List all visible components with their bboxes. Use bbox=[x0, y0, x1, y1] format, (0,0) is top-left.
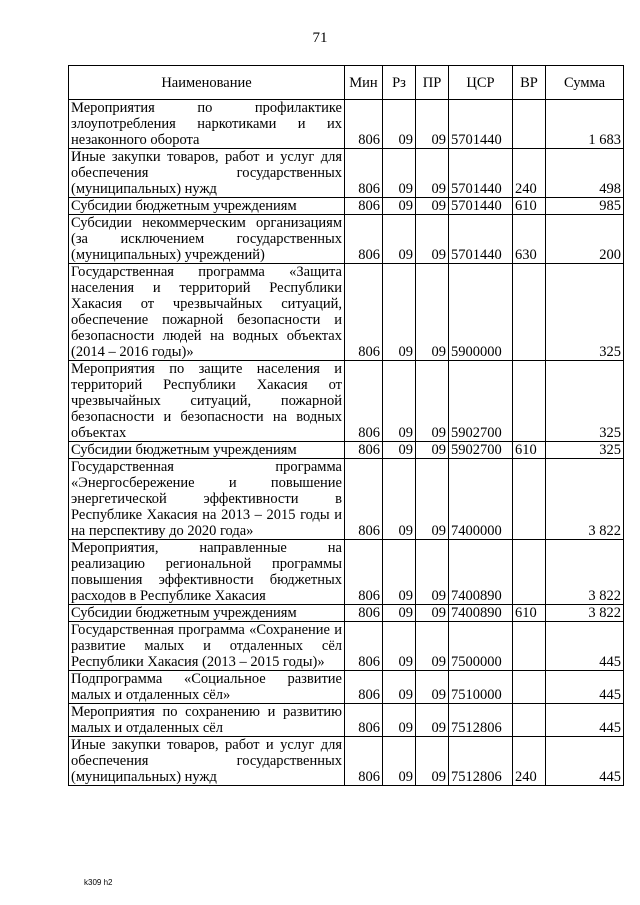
cell-pr: 09 bbox=[416, 442, 449, 459]
cell-csr: 5701440 bbox=[449, 149, 513, 198]
cell-csr: 5701440 bbox=[449, 215, 513, 264]
cell-vr bbox=[513, 704, 546, 737]
table-row bbox=[69, 442, 624, 459]
cell-sum: 200 bbox=[546, 215, 624, 264]
header-vr: ВР bbox=[513, 66, 546, 100]
cell-pr: 09 bbox=[416, 100, 449, 149]
cell-name: Субсидии бюджетным учреждениям bbox=[69, 198, 345, 215]
table-row bbox=[69, 459, 624, 540]
cell-sum: 3 822 bbox=[546, 540, 624, 605]
cell-min: 806 bbox=[345, 149, 383, 198]
cell-name: Мероприятия по защите населения и территорий Республики Хакасия от чрезвычайных ситуаций, пожарной безопасности и безопасности на водных объектах bbox=[69, 361, 345, 442]
cell-pr: 09 bbox=[416, 737, 449, 786]
cell-pr: 09 bbox=[416, 198, 449, 215]
cell-csr: 5902700 bbox=[449, 442, 513, 459]
cell-pr: 09 bbox=[416, 361, 449, 442]
table-row bbox=[69, 671, 624, 704]
cell-pr: 09 bbox=[416, 605, 449, 622]
cell-vr: 240 bbox=[513, 149, 546, 198]
cell-sum: 498 bbox=[546, 149, 624, 198]
table-row bbox=[69, 622, 624, 671]
cell-pr: 09 bbox=[416, 540, 449, 605]
cell-rz: 09 bbox=[383, 704, 416, 737]
cell-csr: 7400000 bbox=[449, 459, 513, 540]
cell-pr: 09 bbox=[416, 459, 449, 540]
cell-vr bbox=[513, 459, 546, 540]
cell-name: Мероприятия по сохранению и развитию малых и отдаленных сёл bbox=[69, 704, 345, 737]
table-row bbox=[69, 704, 624, 737]
cell-name: Государственная программа «Защита населения и территорий Республики Хакасия от чрезвычайных ситуаций, обеспечение пожарной безопасности и безопасности людей на водных объектах (2014 – 2016 годы)» bbox=[69, 264, 345, 361]
cell-vr bbox=[513, 264, 546, 361]
cell-csr: 5701440 bbox=[449, 100, 513, 149]
table-row bbox=[69, 100, 624, 149]
cell-csr: 5902700 bbox=[449, 361, 513, 442]
cell-name: Государственная программа «Энергосбережение и повышение энергетической эффективности в Республике Хакасия на 2013 – 2015 годы и на перспективу до 2020 года» bbox=[69, 459, 345, 540]
cell-name: Мероприятия, направленные на реализацию региональной программы повышения эффективности бюджетных расходов в Республике Хакасия bbox=[69, 540, 345, 605]
cell-name: Иные закупки товаров, работ и услуг для обеспечения государственных (муниципальных) нужд bbox=[69, 737, 345, 786]
cell-rz: 09 bbox=[383, 540, 416, 605]
cell-name: Иные закупки товаров, работ и услуг для обеспечения государственных (муниципальных) нужд bbox=[69, 149, 345, 198]
cell-vr bbox=[513, 100, 546, 149]
cell-name: Мероприятия по профилактике злоупотребления наркотиками и их незаконного оборота bbox=[69, 100, 345, 149]
cell-csr: 5900000 bbox=[449, 264, 513, 361]
cell-csr: 5701440 bbox=[449, 198, 513, 215]
cell-min: 806 bbox=[345, 361, 383, 442]
table-row bbox=[69, 215, 624, 264]
table-header bbox=[69, 66, 624, 100]
cell-sum: 325 bbox=[546, 442, 624, 459]
cell-rz: 09 bbox=[383, 215, 416, 264]
cell-pr: 09 bbox=[416, 264, 449, 361]
table-row bbox=[69, 605, 624, 622]
table-row bbox=[69, 737, 624, 786]
cell-vr: 240 bbox=[513, 737, 546, 786]
cell-min: 806 bbox=[345, 622, 383, 671]
cell-sum: 3 822 bbox=[546, 459, 624, 540]
cell-csr: 7400890 bbox=[449, 540, 513, 605]
footer-code: k309 h2 bbox=[84, 878, 113, 887]
header-rz: Рз bbox=[383, 66, 416, 100]
cell-name: Субсидии бюджетным учреждениям bbox=[69, 605, 345, 622]
cell-rz: 09 bbox=[383, 442, 416, 459]
cell-rz: 09 bbox=[383, 459, 416, 540]
cell-min: 806 bbox=[345, 671, 383, 704]
cell-pr: 09 bbox=[416, 622, 449, 671]
header-name: Наименование bbox=[69, 66, 345, 100]
cell-vr: 610 bbox=[513, 605, 546, 622]
cell-min: 806 bbox=[345, 198, 383, 215]
cell-sum: 325 bbox=[546, 264, 624, 361]
cell-min: 806 bbox=[345, 737, 383, 786]
cell-vr bbox=[513, 540, 546, 605]
cell-pr: 09 bbox=[416, 671, 449, 704]
cell-name: Подпрограмма «Социальное развитие малых и отдаленных сёл» bbox=[69, 671, 345, 704]
cell-pr: 09 bbox=[416, 149, 449, 198]
cell-pr: 09 bbox=[416, 215, 449, 264]
cell-min: 806 bbox=[345, 540, 383, 605]
table-body bbox=[69, 100, 624, 786]
cell-rz: 09 bbox=[383, 100, 416, 149]
cell-sum: 445 bbox=[546, 737, 624, 786]
cell-min: 806 bbox=[345, 100, 383, 149]
header-csr: ЦСР bbox=[449, 66, 513, 100]
budget-table bbox=[68, 65, 624, 786]
cell-csr: 7512806 bbox=[449, 704, 513, 737]
cell-csr: 7510000 bbox=[449, 671, 513, 704]
table-row bbox=[69, 198, 624, 215]
header-sum: Сумма bbox=[546, 66, 624, 100]
cell-vr: 610 bbox=[513, 198, 546, 215]
cell-sum: 325 bbox=[546, 361, 624, 442]
cell-csr: 7512806 bbox=[449, 737, 513, 786]
cell-csr: 7400890 bbox=[449, 605, 513, 622]
cell-rz: 09 bbox=[383, 671, 416, 704]
cell-rz: 09 bbox=[383, 149, 416, 198]
cell-vr: 630 bbox=[513, 215, 546, 264]
table-row bbox=[69, 361, 624, 442]
cell-sum: 1 683 bbox=[546, 100, 624, 149]
cell-name: Субсидии бюджетным учреждениям bbox=[69, 442, 345, 459]
cell-sum: 3 822 bbox=[546, 605, 624, 622]
header-pr: ПР bbox=[416, 66, 449, 100]
cell-sum: 985 bbox=[546, 198, 624, 215]
cell-sum: 445 bbox=[546, 704, 624, 737]
cell-vr bbox=[513, 361, 546, 442]
cell-rz: 09 bbox=[383, 264, 416, 361]
cell-min: 806 bbox=[345, 605, 383, 622]
cell-rz: 09 bbox=[383, 622, 416, 671]
cell-rz: 09 bbox=[383, 198, 416, 215]
cell-vr: 610 bbox=[513, 442, 546, 459]
cell-vr bbox=[513, 622, 546, 671]
cell-name: Субсидии некоммерческим организациям (за исключением государственных (муниципальных) учреждений) bbox=[69, 215, 345, 264]
cell-min: 806 bbox=[345, 442, 383, 459]
table-row bbox=[69, 264, 624, 361]
cell-name: Государственная программа «Сохранение и развитие малых и отдаленных сёл Республики Хакасия (2013 – 2015 годы)» bbox=[69, 622, 345, 671]
cell-min: 806 bbox=[345, 459, 383, 540]
header-min: Мин bbox=[345, 66, 383, 100]
page-number: 71 bbox=[312, 30, 328, 46]
table-row bbox=[69, 149, 624, 198]
table-row bbox=[69, 540, 624, 605]
cell-min: 806 bbox=[345, 215, 383, 264]
cell-vr bbox=[513, 671, 546, 704]
cell-min: 806 bbox=[345, 704, 383, 737]
cell-sum: 445 bbox=[546, 622, 624, 671]
cell-rz: 09 bbox=[383, 737, 416, 786]
cell-rz: 09 bbox=[383, 605, 416, 622]
cell-pr: 09 bbox=[416, 704, 449, 737]
cell-sum: 445 bbox=[546, 671, 624, 704]
cell-rz: 09 bbox=[383, 361, 416, 442]
cell-csr: 7500000 bbox=[449, 622, 513, 671]
cell-min: 806 bbox=[345, 264, 383, 361]
